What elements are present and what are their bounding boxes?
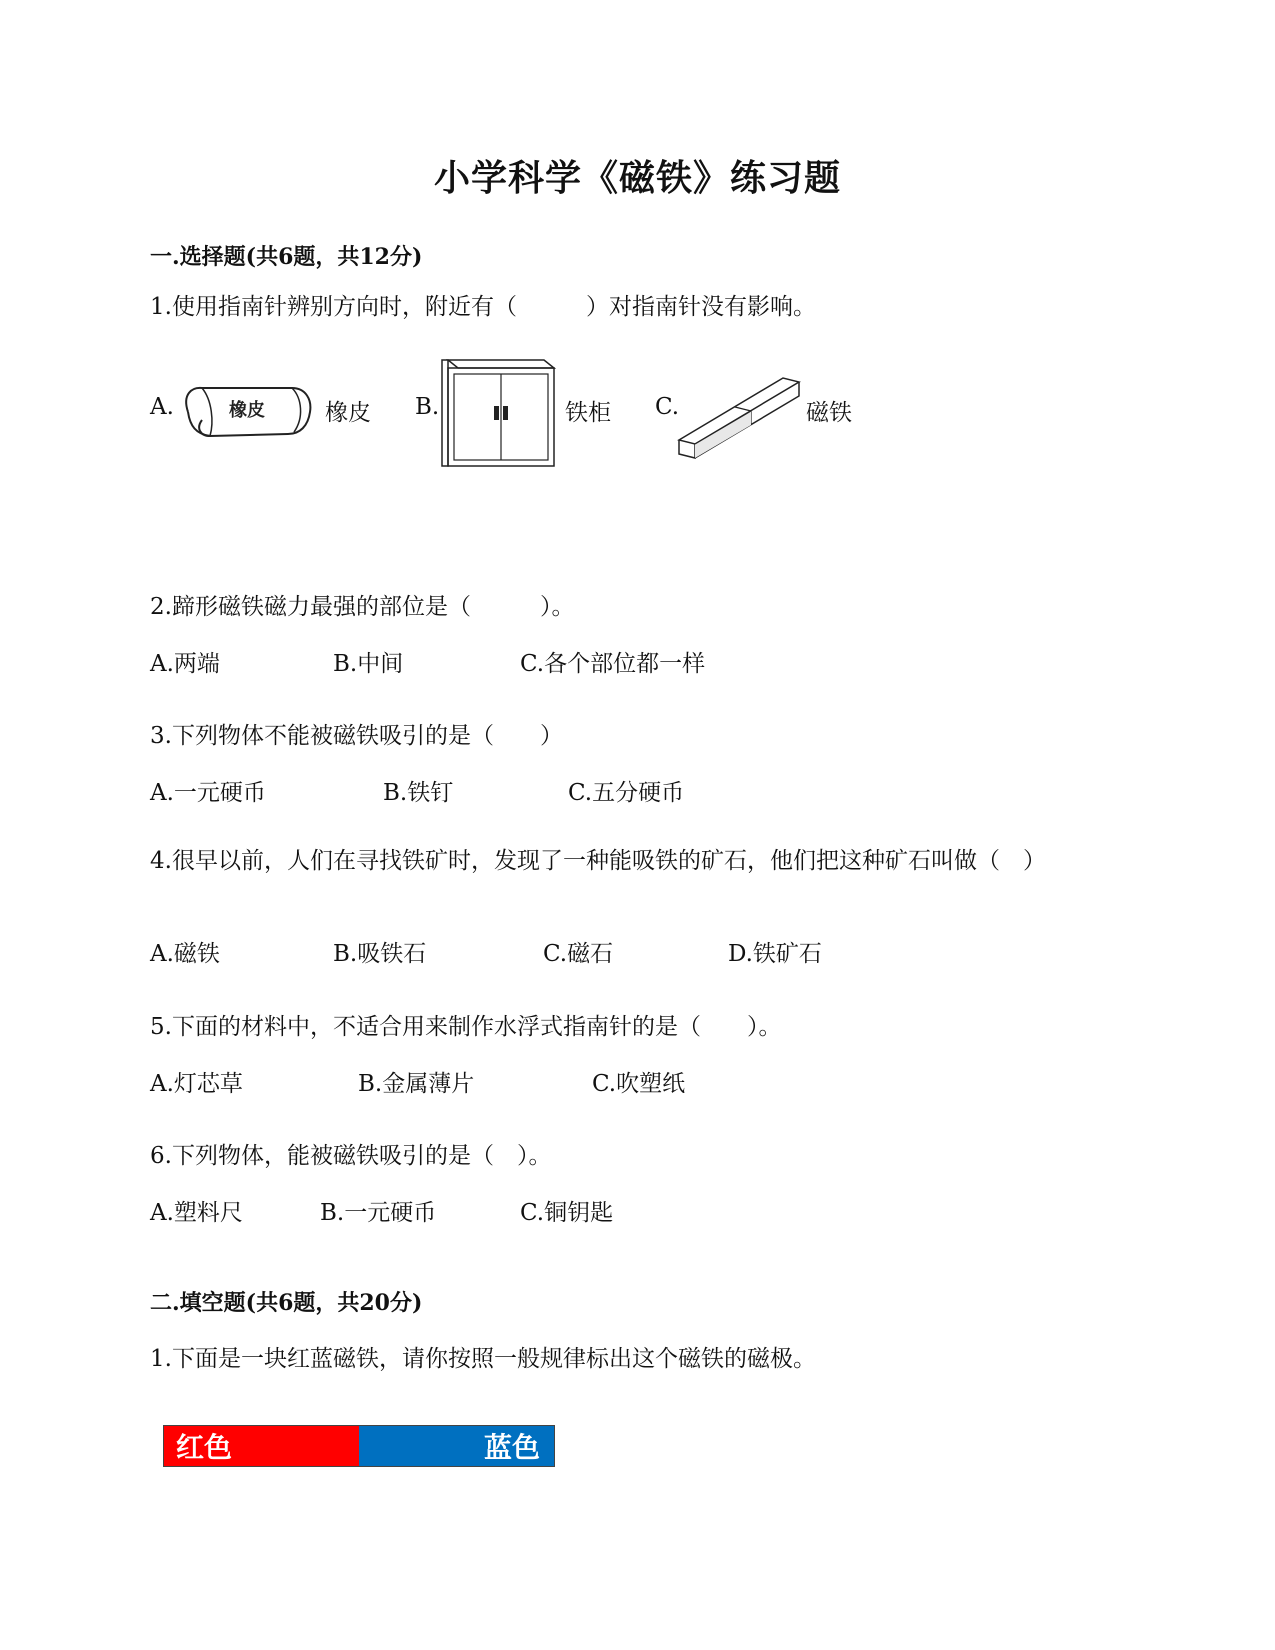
fill-question-1-text: 1.下面是一块红蓝磁铁，请你按照一般规律标出这个磁铁的磁极。 — [150, 1346, 816, 1372]
q4-option-d[interactable]: D.铁矿石 — [728, 941, 822, 967]
q3-option-b[interactable]: B.铁钉 — [383, 780, 454, 806]
q6-option-c[interactable]: C.铜钥匙 — [520, 1200, 614, 1226]
q1-option-a-label: 橡皮 — [325, 400, 371, 426]
question-5-text: 5.下面的材料中，不适合用来制作水浮式指南针的是（ ）。 — [150, 1014, 782, 1040]
q5-option-b[interactable]: B.金属薄片 — [358, 1071, 475, 1097]
question-6-text: 6.下列物体，能被磁铁吸引的是（ ）。 — [150, 1143, 552, 1169]
page-title: 小学科学《磁铁》练习题 — [433, 157, 841, 199]
section-heading-fill-blank: 二.填空题(共6题，共20分) — [150, 1290, 423, 1316]
q1-option-b-letter: B. — [415, 394, 440, 420]
q4-option-a[interactable]: A.磁铁 — [150, 941, 220, 967]
q1-option-c-label: 磁铁 — [806, 400, 852, 426]
q6-option-b[interactable]: B.一元硬币 — [320, 1200, 437, 1226]
red-blue-magnet — [163, 1425, 555, 1467]
q3-option-c[interactable]: C.五分硬币 — [568, 780, 685, 806]
question-2-text: 2.蹄形磁铁磁力最强的部位是（ ）。 — [150, 594, 575, 620]
question-1-text: 1.使用指南针辨别方向时，附近有（ ）对指南针没有影响。 — [150, 294, 816, 320]
q3-option-a[interactable]: A.一元硬币 — [150, 780, 266, 806]
q5-option-a[interactable]: A.灯芯草 — [150, 1071, 243, 1097]
eraser-icon — [180, 382, 315, 442]
q1-option-a-letter: A. — [150, 394, 174, 420]
question-3-text: 3.下列物体不能被磁铁吸引的是（ ） — [150, 723, 563, 749]
q2-option-a[interactable]: A.两端 — [150, 651, 220, 677]
magnet-red-half: 红色 — [164, 1426, 359, 1466]
bar-magnet-icon — [675, 372, 807, 462]
section-heading-choice: 一.选择题(共6题，共12分) — [150, 244, 423, 270]
q4-option-b[interactable]: B.吸铁石 — [333, 941, 427, 967]
q2-option-c[interactable]: C.各个部位都一样 — [520, 651, 706, 677]
eraser-image-text: 橡皮 — [229, 400, 265, 421]
q1-option-b-label: 铁柜 — [565, 400, 611, 426]
q2-option-b[interactable]: B.中间 — [333, 651, 404, 677]
q1-option-c-letter: C. — [655, 394, 680, 420]
q5-option-c[interactable]: C.吹塑纸 — [592, 1071, 686, 1097]
q4-option-c[interactable]: C.磁石 — [543, 941, 614, 967]
q6-option-a[interactable]: A.塑料尺 — [150, 1200, 243, 1226]
iron-cabinet-icon — [440, 358, 562, 470]
question-4-text: 4.很早以前，人们在寻找铁矿时，发现了一种能吸铁的矿石，他们把这种矿石叫做（ ） — [150, 848, 1046, 874]
magnet-blue-half: 蓝色 — [359, 1426, 554, 1466]
